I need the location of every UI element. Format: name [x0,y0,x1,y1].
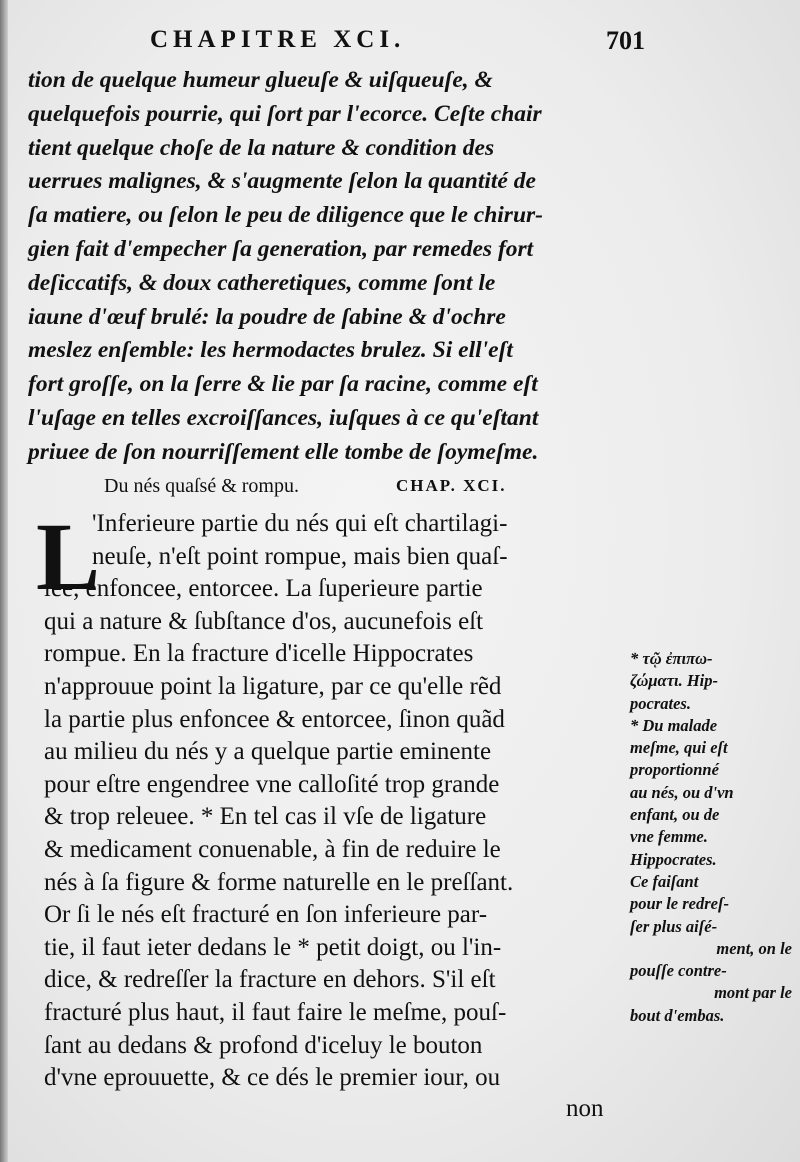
text-line: tion de quelque humeur glueuſe & uiſqueuſe, & [28,67,493,93]
page-gutter-shadow [0,0,8,1162]
text-line: au milieu du nés y a quelque partie eminente [44,738,492,766]
text-line: rompue. En la fracture d'icelle Hippocrates [44,640,474,668]
margin-note-line: enfant, ou de [630,805,720,825]
page-number: 701 [606,26,645,55]
chapter-title: Du nés quaſsé & rompu. [104,475,299,497]
text-line: & medicament conuenable, à fin de reduire le [44,835,501,863]
italic-paragraph [28,64,613,470]
margin-note-line: * τῷ ἐπιπω- [630,649,713,668]
running-head: CHAPITRE XCI. [150,26,406,53]
margin-note-line: bout d'embas. [630,1005,725,1025]
chapter-label: CHAP. XCI. [396,476,507,495]
catchword: non [566,1095,604,1122]
text-line: la partie plus enfoncee & entorcee, ſinon quãd [44,705,505,733]
text-line: & trop releuee. * En tel cas il vſe de ligature [44,803,487,831]
text-line: nés à ſa figure & forme naturelle en le preſſant. [44,868,514,896]
text-line: neuſe, n'eſt point rompue, mais bien quaſ- [92,542,508,570]
margin-note-line: pouſſe contre- [630,961,727,981]
text-line: 'Inferieure partie du nés qui eſt chartilagi- [92,510,508,537]
text-line: priuee de ſon nourriſſement elle tombe de ſoymeſme. [28,438,539,465]
text-line: deſiccatifs, & doux catheretiques, comme ſont le [28,269,496,296]
margin-note-line: meſme, qui eſt [630,738,728,758]
text-line: Or ſi le nés eſt fracturé en ſon inferieure par- [44,901,488,929]
margin-note-line: vne femme. [630,827,708,847]
margin-note-line: au nés, ou d'vn [630,782,734,802]
text-line: qui a nature & ſubſtance d'os, aucunefois eſt [44,607,484,635]
margin-note-line: pour le redreſ- [630,894,729,914]
text-line: ſant au dedans & profond d'iceluy le bouton [44,1031,483,1059]
text-line: l'uſage en telles excroiſſances, iuſques à ce qu'eſtant [28,404,539,431]
chapter-heading [104,475,624,498]
marginal-notes [630,648,798,1027]
margin-note-line: ſer plus aiſé- [630,916,718,936]
text-line: d'vne eprouuette, & ce dés le premier iour, ou [44,1064,501,1092]
text-line: n'approuue point la ligature, par ce qu'elle rẽd [44,672,502,700]
text-line: ſa matiere, ou ſelon le peu de diligence que le chirur- [28,202,543,229]
margin-note-line: mont par le [714,983,792,1003]
margin-note-line: ment, on le [716,938,792,958]
margin-note-line: pocrates. [630,693,691,713]
text-line: iaune d'œuf brulé: la poudre de ſabine & d'ochre [28,303,506,330]
text-line: meslez enſemble: les hermodactes brulez. Si ell'eſt [28,337,513,364]
roman-paragraph [44,508,624,1095]
margin-note-line: * Du malade [630,715,718,735]
text-line: fort groſſe, on la ſerre & lie par ſa racine, comme eſt [28,371,538,398]
margin-note-line: Ce faiſant [630,871,699,891]
text-line: quelquefois pourrie, qui ſort par l'ecorce. Ceſte chair [28,100,542,127]
text-line: tie, il faut ieter dedans le * petit doigt, ou l'in- [44,933,502,961]
margin-note-line: proportionné [630,760,719,780]
text-line: gien fait d'empecher ſa generation, par remedes fort [28,235,534,262]
text-line: dice, & redreſſer la fracture en dehors. S'il eſt [44,966,496,994]
drop-cap: L [36,503,101,610]
text-line: ſee, enfoncee, entorcee. La ſuperieure partie [44,575,483,603]
text-line: uerrues malignes, & s'augmente ſelon la quantité de [28,168,536,195]
text-line: tient quelque choſe de la nature & condition des [28,134,495,161]
margin-note-line: ζώματι. Hip- [630,671,719,691]
margin-note-line: Hippocrates. [630,849,717,869]
text-line: fracturé plus haut, il faut faire le meſme, pouſ- [44,998,507,1026]
text-line: pour eſtre engendree vne calloſité trop grande [44,770,500,798]
